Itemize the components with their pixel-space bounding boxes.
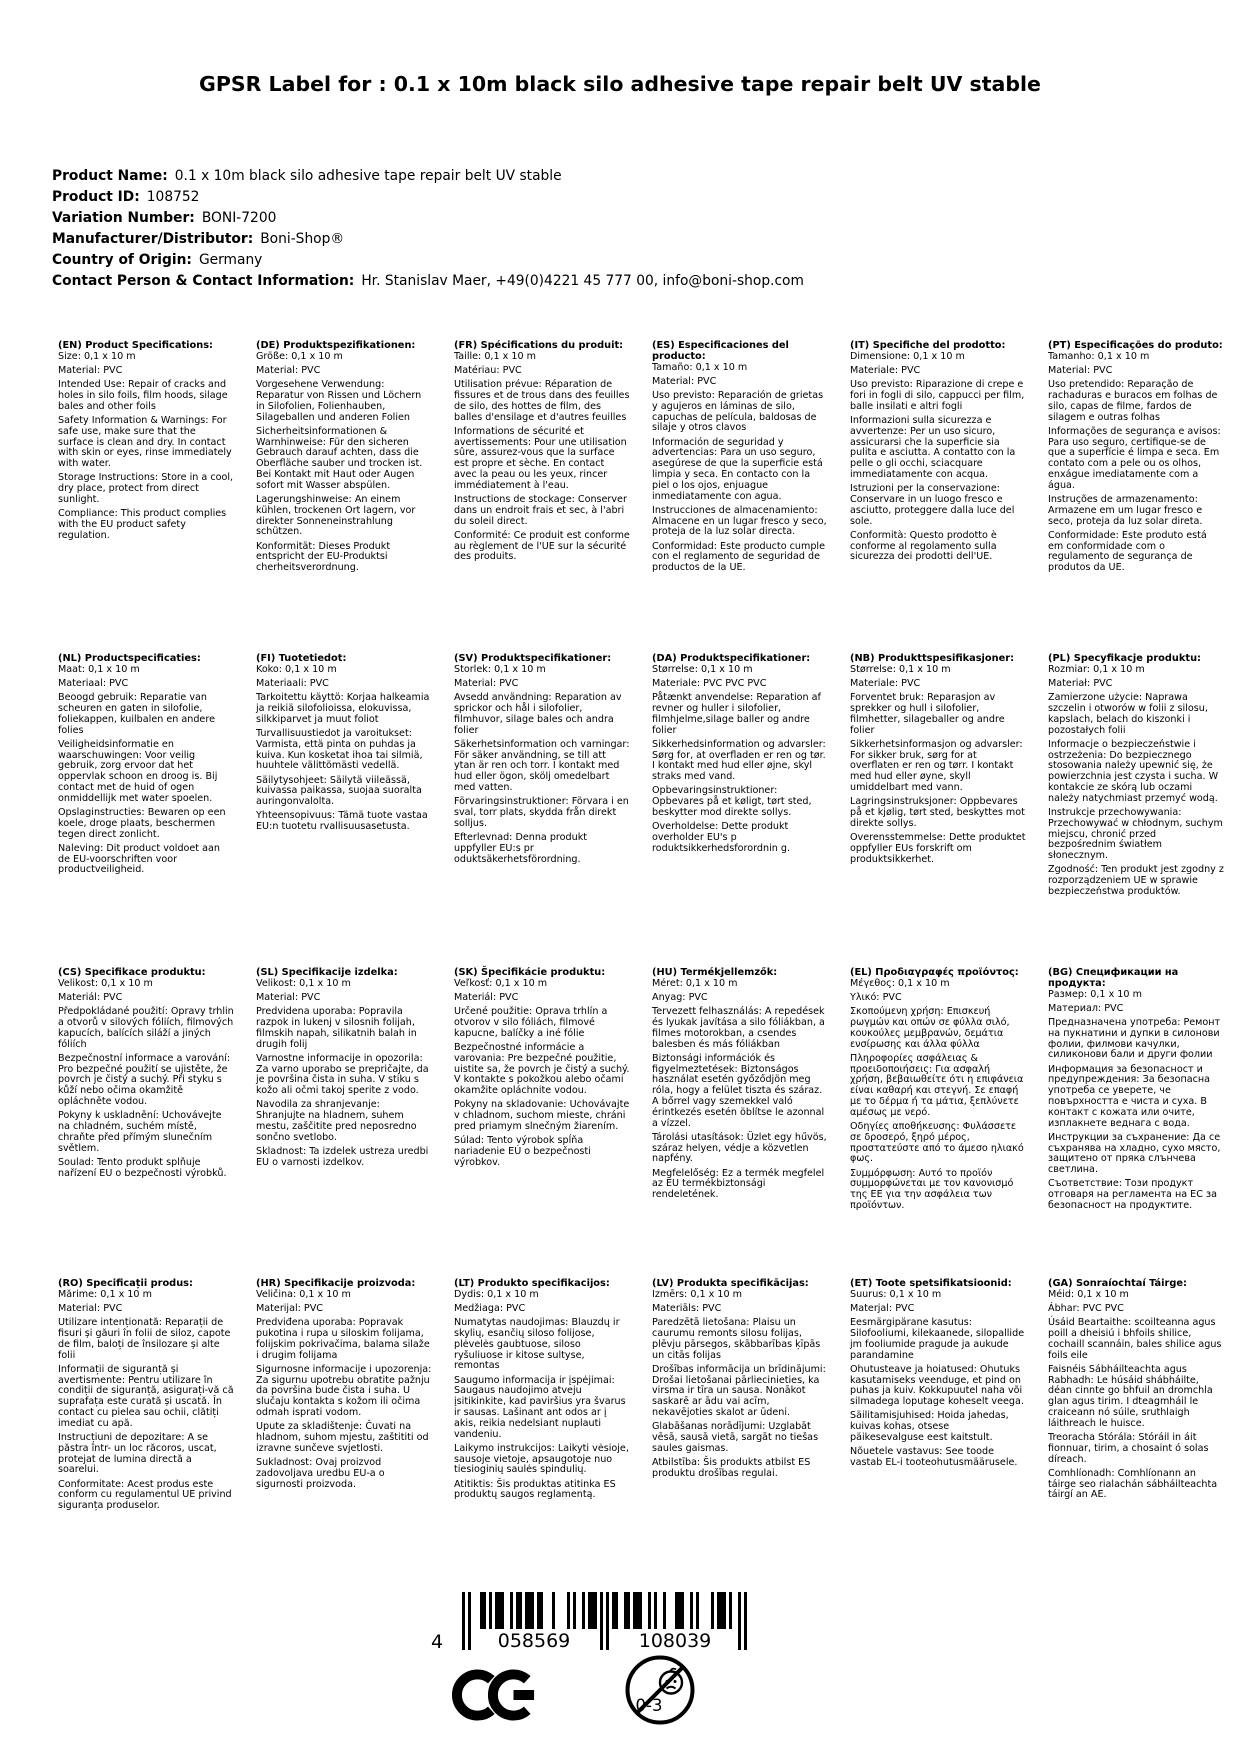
product-info-value: Boni-Shop® — [260, 230, 345, 247]
lang-block-paragraph: Material: PVC — [1048, 364, 1113, 376]
lang-block-paragraph: Informații de siguranță și avertismente: Pentru utilizare în condiții de siguranță, asigurați-vă că suprafața este curată și uscată. În contact cu pielea sau ochii, clătiți imediat cu apă. — [58, 1363, 234, 1429]
lang-block-heading: (ET) Toote spetsifikatsioonid: — [850, 1278, 1012, 1289]
lang-block-paragraph: Materiale: PVC PVC PVC — [652, 677, 767, 689]
barcode-group1: 058569 — [497, 1630, 571, 1652]
lang-block-paragraph: Предназначена употреба: Ремонт на пукнатини и дупки в силонови фолии, филмови качулки, силиконови бали и други фолии — [1048, 1016, 1221, 1061]
lang-block — [1048, 341, 1224, 654]
lang-block-heading: (EL) Προδιαγραφές προϊόντος: — [850, 967, 1019, 978]
lang-block-paragraph: Informazioni sulla sicurezza e avvertenze: Per un uso sicuro, assicurarsi che la superficie sia pulita e asciutta. A contatto con la pelle o gli occhi, sciacquare immediatamente con acqua. — [850, 414, 1016, 480]
product-info-row — [52, 166, 804, 187]
lang-block-paragraph: Material: PVC — [652, 375, 717, 387]
age-warning-label: 0-3 — [635, 1696, 663, 1715]
lang-block-paragraph: Utilizare intenționată: Reparații de fisuri și găuri în folii de siloz, capote de film, baloți de însilozare și alte folii — [58, 1317, 231, 1361]
lang-block-paragraph: Rozmiar: 0,1 x 10 m — [1048, 663, 1145, 675]
lang-block-paragraph: Konformität: Dieses Produkt entspricht der EU-Produktsi cherheitsverordnung. — [256, 540, 391, 574]
lang-block-paragraph: Säilytysohjeet: Säilytä viileässä, kuivassa paikassa, suojaa suoralta auringonvalolta. — [256, 774, 422, 808]
product-info-value: 0.1 x 10m black silo adhesive tape repair belt UV stable — [174, 168, 562, 184]
lang-block-paragraph: Sicherheitsinformationen & Warnhinweise: Für den sicheren Gebrauch darauf achten, dass die Oberfläche sauber und trocken ist. Bei Kontakt mit Haut oder Augen sofort mit Wasser abspülen. — [256, 425, 423, 491]
lang-block-paragraph: Informações de segurança e avisos: Para uso seguro, certifique-se de que a superfície é limpa e seca. Em contato com a pele ou os olhos, enxágue imediatamente com a água. — [1048, 425, 1221, 491]
lang-block-paragraph: Medžiaga: PVC — [454, 1302, 526, 1314]
lang-block-paragraph: Instructions de stockage: Conserver dans un endroit frais et sec, à l'abri du soleil direct. — [454, 493, 627, 527]
lang-block — [652, 1279, 828, 1512]
lang-block-paragraph: Velikost: 0,1 x 10 m — [256, 977, 351, 989]
lang-block-paragraph: Suurus: 0,1 x 10 m — [850, 1288, 942, 1300]
lang-block-heading: (GA) Sonraíochtaí Táirge: — [1048, 1278, 1187, 1289]
barcode-first-digit: 4 — [431, 1631, 444, 1653]
lang-block-paragraph: Material: PVC — [58, 1302, 123, 1314]
product-info-value: Hr. Stanislav Maer, +49(0)4221 45 777 00, info@boni-shop.com — [361, 272, 804, 289]
language-grid — [58, 341, 1224, 1512]
lang-block-paragraph: Opslaginstructies: Bewaren op een koele, droge plaats, beschermen tegen direct zonlicht. — [58, 806, 226, 840]
product-info-label: Country of Origin: — [52, 251, 192, 268]
lang-block — [652, 968, 828, 1279]
lang-block — [58, 968, 234, 1279]
lang-block-paragraph: Συμμόρφωση: Αυτό το προϊόν συμμορφώνεται με τον κανονισμό της ΕΕ για την ασφάλεια των προϊόντων. — [850, 1167, 1014, 1211]
lang-block-heading: (BG) Спецификации на продукта: — [1048, 967, 1179, 989]
lang-block-paragraph: Dimensione: 0,1 x 10 m — [850, 350, 965, 362]
lang-block-paragraph: Sikkerhedsinformation og advarsler: Sørg for, at overfladen er ren og tør. I kontakt med hud eller øjne, skyl straks med vand. — [652, 738, 826, 783]
ce-letter-c — [457, 1674, 491, 1715]
lang-block-paragraph: Veiligheidsinformatie en waarschuwingen: Voor veilig gebruik, zorg ervoor dat het oppervlak schoon en droog is. Bij contact met de huid of ogen onmiddellijk met water spoelen. — [58, 738, 218, 804]
product-info-label: Product Name: — [52, 168, 168, 184]
lang-block-paragraph: Taille: 0,1 x 10 m — [454, 350, 536, 362]
lang-block-paragraph: Avsedd användning: Reparation av sprickor och hål i silofolier, filmhuvor, silage bales och andra folier — [454, 692, 622, 736]
lang-block-paragraph: Tárolási utasítások: Üzlet egy hűvös, száraz helyen, védje a közvetlen napfény. — [652, 1131, 827, 1165]
lang-block — [58, 1279, 234, 1512]
lang-block-paragraph: Materiāls: PVC — [652, 1302, 722, 1314]
lang-block-paragraph: Mărime: 0,1 x 10 m — [58, 1288, 152, 1300]
lang-block-heading: (LV) Produkta specifikācijas: — [652, 1278, 809, 1289]
lang-block-paragraph: Lagringsinstruksjoner: Oppbevares på et kjølig, tørt sted, beskyttes mot direkte sollys. — [850, 796, 1025, 829]
lang-block-heading: (SL) Specifikacije izdelka: — [256, 967, 398, 978]
lang-block-paragraph: Materiaali: PVC — [256, 677, 329, 689]
lang-block-heading: (DE) Produktspezifikationen: — [256, 340, 416, 351]
product-info-label: Manufacturer/Distributor: — [52, 230, 254, 247]
lang-block-paragraph: Predviđena uporaba: Popravak pukotina i rupa u siloskim folijama, folijskim pokrivačima, balama silaže i drugim folijama — [256, 1317, 430, 1361]
product-info-label: Variation Number: — [52, 209, 195, 226]
lang-block-paragraph: Tamanho: 0,1 x 10 m — [1048, 350, 1150, 362]
lang-block-paragraph: Numatytas naudojimas: Blauzdų ir skylių, esančių siloso folijose, plėvelės gaubtuose, siloso ryšuliuose ir kitose sultyse, remontas — [454, 1317, 620, 1372]
lang-block-paragraph: Uso previsto: Riparazione di crepe e fori in fogli di silo, cappucci per film, balle insilati e altri fogli — [850, 379, 1025, 412]
lang-block-paragraph: Beoogd gebruik: Reparatie van scheuren en gaten in silofolie, foliekappen, kuilbalen en andere folies — [58, 692, 215, 736]
lang-block-paragraph: Atbilstība: Šis produkts atbilst ES produktu drošības regulai. — [652, 1456, 811, 1479]
lang-block-paragraph: Intended Use: Repair of cracks and holes in silo foils, film hoods, silage bales and other foils — [58, 379, 228, 412]
lang-block-heading: (LT) Produkto specifikacijos: — [454, 1278, 610, 1289]
lang-block-paragraph: Säilitamisjuhised: Hoida jahedas, kuivas kohas, otsese päikesevalguse eest kaitstult. — [850, 1410, 1009, 1443]
lang-block-paragraph: Размер: 0,1 x 10 m — [1048, 988, 1142, 1000]
lang-block-paragraph: Förvaringsinstruktioner: Förvara i en sval, torr plats, skydda från direkt solljus. — [454, 796, 629, 829]
lang-block-paragraph: Efterlevnad: Denna produkt uppfyller EU:s pr oduktsäkerhetsförordning. — [454, 831, 588, 865]
lang-block-paragraph: Paredzētā lietošana: Plaisu un caurumu remonts silosu folijas, plēvju pārsegos, skābbarības ķīpās un citās folijas — [652, 1317, 821, 1361]
product-info-row — [52, 229, 804, 250]
lang-block — [454, 654, 630, 968]
lang-block-paragraph: Materiaal: PVC — [58, 677, 129, 689]
lang-block-paragraph: Méid: 0,1 x 10 m — [1048, 1288, 1129, 1300]
lang-block-paragraph: Méret: 0,1 x 10 m — [652, 977, 738, 989]
lang-block — [256, 341, 432, 654]
lang-block-paragraph: Material: PVC — [256, 364, 321, 376]
lang-block — [256, 654, 432, 968]
lang-block-paragraph: Información de seguridad y advertencias: Para un uso seguro, asegúrese de que la superficie está limpia y seca. En contacto con la piel o los ojos, enjuague inmediatamente con agua. — [652, 436, 823, 502]
product-info-row — [52, 271, 804, 292]
lang-block-paragraph: Glabāšanas norādījumi: Uzglabāt vēsā, sausā vietā, sargāt no tiešas saules gaismas. — [652, 1421, 819, 1454]
product-info-value: Germany — [198, 251, 263, 268]
lang-block-paragraph: Overensstemmelse: Dette produktet oppfyller EUs forskrift om produktsikkerhet. — [850, 831, 1026, 865]
lang-block-paragraph: Atitiktis: Šis produktas atitinka ES produktų saugos reglamentą. — [454, 1478, 616, 1501]
lang-block — [58, 341, 234, 654]
lang-block-paragraph: Saugumo informacija ir įspėjimai: Saugaus naudojimo atveju įsitikinkite, kad paviršius yra švarus ir sausas. Lašinant ant odos ar į akis, reikia nedelsiant nuplauti vandeniu. — [454, 1374, 626, 1440]
lang-block — [652, 654, 828, 968]
lang-block-paragraph: Materiale: PVC — [850, 677, 921, 689]
lang-block-paragraph: Veličina: 0,1 x 10 m — [256, 1288, 351, 1300]
lang-block-paragraph: Uso previsto: Reparación de grietas y agujeros en láminas de silo, capuchas de película, baldosas de silaje y otros clavos — [652, 389, 824, 434]
lang-block-paragraph: Tamaño: 0,1 x 10 m — [652, 361, 748, 373]
lang-block-paragraph: Izmērs: 0,1 x 10 m — [652, 1288, 742, 1300]
lang-block-paragraph: Comhlíonadh: Comhlíonann an táirge seo rialachán sábháilteachta táirgí an AE. — [1048, 1467, 1218, 1501]
lang-block-paragraph: Инструкции за съхранение: Да се съхранява на хладно, сухо място, защитено от пряка слънчева светлина. — [1048, 1131, 1221, 1176]
lang-block-paragraph: Lagerungshinweise: An einem kühlen, trockenen Ort lagern, vor direkter Sonneneinstrahlung schützen. — [256, 493, 416, 538]
lang-block-paragraph: Vorgesehene Verwendung: Reparatur von Rissen und Löchern in Silofolien, Folienhauben, Silageballen und anderen Folien — [256, 379, 422, 423]
lang-block-paragraph: Størrelse: 0,1 x 10 m — [652, 663, 753, 675]
lang-block-paragraph: Biztonsági információk és figyelmeztetések: Biztonságos használat esetén győződjön meg róla, hogy a felület tiszta és száraz. A bőrrel vagy szemekkel való érintkezés esetén öblítse le azonnal a vízzel. — [652, 1052, 825, 1129]
lang-block-heading: (SV) Produktspecifikationer: — [454, 653, 612, 664]
lang-block-paragraph: Naleving: Dit product voldoet aan de EU-voorschriften voor productveiligheid. — [58, 842, 220, 876]
lang-block-heading: (FI) Tuotetiedot: — [256, 653, 347, 664]
lang-block-heading: (HU) Termékjellemzők: — [652, 967, 778, 978]
lang-block-paragraph: Materiale: PVC — [850, 364, 921, 376]
lang-block-paragraph: Předpokládané použití: Opravy trhlin a otvorů v silových fóliích, filmových kapucích, balících siláží a jiných fóliích — [58, 1006, 234, 1050]
lang-block-paragraph: Dydis: 0,1 x 10 m — [454, 1288, 539, 1300]
ce-mark-icon — [452, 1668, 540, 1722]
lang-block-paragraph: Bezpečnostní informace a varování: Pro bezpečné použití se ujistěte, že povrch je čistý a suchý. Při styku s kůží nebo očima okamžitě opláchněte vodou. — [58, 1052, 231, 1107]
lang-block — [454, 968, 630, 1279]
lang-block-paragraph: Zgodność: Ten produkt jest zgodny z rozporządzeniem UE w sprawie bezpieczeństwa produktów. — [1048, 864, 1224, 897]
lang-block-paragraph: Materiál: PVC — [58, 991, 123, 1003]
lang-block-heading: (CS) Specifikace produktu: — [58, 967, 206, 978]
product-info-value: 108752 — [146, 188, 200, 205]
page-title: GPSR Label for : 0.1 x 10m black silo adhesive tape repair belt UV stable — [199, 71, 1041, 96]
lang-block-paragraph: Storage Instructions: Store in a cool, dry place, protect from direct sunlight. — [58, 472, 234, 505]
lang-block-paragraph: Súlad: Tento výrobok spĺňa nariadenie EÚ o bezpečnosti výrobkov. — [454, 1135, 591, 1168]
lang-block-paragraph: Material: PVC — [256, 991, 321, 1003]
lang-block-paragraph: Sigurnosne informacije i upozorenja: Za sigurnu upotrebu obratite pažnju da površina bude čista i suha. U slučaju kontakta s kožom ili očima odmah isprati vodom. — [256, 1363, 432, 1418]
lang-block-paragraph: Conformitate: Acest produs este conform cu regulamentul UE privind siguranța produselor. — [58, 1478, 232, 1512]
lang-block-paragraph: Eesmärgipärane kasutus: Silofooliumi, kilekaanede, silopallide jm fooliumide pragude ja aukude parandamine — [850, 1317, 1025, 1361]
lang-block-paragraph: Určené použitie: Oprava trhlín a otvorov v silo fóliách, filmové kapucne, balíčky a iné fólie — [454, 1006, 608, 1039]
lang-block-paragraph: Υλικό: PVC — [850, 991, 902, 1003]
lang-block-paragraph: Compliance: This product complies with the EU product safety regulation. — [58, 508, 227, 541]
lang-block-paragraph: Instruções de armazenamento: Armazene em um lugar fresco e seco, proteja da luz solar direta. — [1048, 493, 1203, 527]
lang-block-paragraph: Storlek: 0,1 x 10 m — [454, 663, 546, 675]
lang-block-paragraph: Opbevaringsinstruktioner: Opbevares på et køligt, tørt sted, beskytter mod direkte sollys. — [652, 785, 812, 818]
lang-block-paragraph: Säkerhetsinformation och varningar: För säker användning, se till att ytan är ren och torr. I kontakt med hud eller ögon, skölj omedelbart med vatten. — [454, 738, 630, 793]
lang-block-paragraph: Zamierzone użycie: Naprawa szczelin i otworów w folii z silosu, kapslach, belach do kiszonki i pozostałych folii — [1048, 692, 1208, 736]
lang-block-paragraph: Instrucțiuni de depozitare: A se păstra într- un loc răcoros, uscat, protejat de lumina directă a soarelui. — [58, 1431, 217, 1476]
lang-block-heading: (NB) Produkttspesifikasjoner: — [850, 653, 1014, 664]
lang-block-heading: (PL) Specyfikacje produktu: — [1048, 653, 1201, 664]
lang-block-heading: (IT) Specifiche del prodotto: — [850, 340, 1006, 351]
lang-block-paragraph: Materiał: PVC — [1048, 677, 1113, 689]
lang-block-paragraph: Overholdelse: Dette produkt overholder EU's p roduktsikkerhedsforordnin g. — [652, 821, 791, 854]
lang-block-paragraph: Skladnost: Ta izdelek ustreza uredbi EU o varnosti izdelkov. — [256, 1145, 429, 1168]
lang-block-paragraph: Soulad: Tento produkt splňuje nařízení EU o bezpečnosti výrobků. — [58, 1156, 227, 1179]
lang-block-paragraph: Påtænkt anvendelse: Reparation af revner og huller i silofolier, filmhjelme,silage baller og andre folier — [652, 692, 821, 736]
lang-block — [256, 1279, 432, 1512]
lang-block-paragraph: Bezpečnostné informácie a varovania: Pre bezpečné použitie, uistite sa, že povrch je čistý a suchý. V kontakte s pokožkou alebo očami okamžite opláchnite vodou. — [454, 1041, 630, 1097]
product-info-row — [52, 187, 804, 208]
lang-block-heading: (HR) Specifikacije proizvoda: — [256, 1278, 416, 1289]
product-info-value: BONI-7200 — [201, 209, 277, 226]
lang-block-paragraph: Veľkosť: 0,1 x 10 m — [454, 977, 548, 989]
lang-block-paragraph: Ohutusteave ja hoiatused: Ohutuks kasutamiseks veenduge, et pind on puhas ja kuiv. Kokkupuutel naha või silmadega loputage koheselt veega. — [850, 1363, 1024, 1408]
lang-block-paragraph: Conformidade: Este produto está em conformidade com o regulamento de segurança de produtos da UE. — [1048, 529, 1207, 574]
lang-block-paragraph: Материал: PVC — [1048, 1002, 1124, 1014]
lang-block-paragraph: Οδηγίες αποθήκευσης: Φυλάσσετε σε δροσερό, ξηρό μέρος, προστατεύστε από το άμεσο ηλιακό φως. — [850, 1120, 1024, 1165]
lang-block — [652, 341, 828, 654]
lang-block-heading: (RO) Specificații produs: — [58, 1278, 193, 1289]
barcode-group2: 108039 — [638, 1630, 712, 1652]
lang-block — [1048, 1279, 1224, 1512]
lang-block — [1048, 968, 1224, 1279]
lang-block-paragraph: Pokyny na skladovanie: Uchovávajte v chladnom, suchom mieste, chráni pred priamym slnečným žiarením. — [454, 1099, 630, 1132]
lang-block — [1048, 654, 1224, 968]
lang-block-paragraph: Upute za skladištenje: Čuvati na hladnom, suhom mjestu, zaštititi od izravne sunčeve svjetlosti. — [256, 1421, 429, 1454]
lang-block — [850, 654, 1026, 968]
lang-block-paragraph: Nõuetele vastavus: See toode vastab EL-i tooteohutusmäärusele. — [850, 1446, 1018, 1468]
lang-block-paragraph: Størrelse: 0,1 x 10 m — [850, 663, 951, 675]
lang-block — [58, 654, 234, 968]
lang-block-paragraph: Matériau: PVC — [454, 364, 522, 376]
product-info-label: Contact Person & Contact Information: — [52, 272, 355, 289]
lang-block-paragraph: Laikymo instrukcijos: Laikyti vėsioje, sausoje vietoje, apsaugotoje nuo tiesioginių saulės spindulių. — [454, 1442, 629, 1476]
lang-block-heading: (PT) Especificações do produto: — [1048, 340, 1223, 351]
lang-block-heading: (SK) Špecifikácie produktu: — [454, 967, 606, 978]
lang-block — [850, 341, 1026, 654]
lang-block-paragraph: Navodila za shranjevanje: Shranjujte na hladnem, suhem mestu, zaščitite pred neposredno sončno svetlobo. — [256, 1099, 417, 1143]
lang-block-paragraph: Material: PVC — [454, 677, 519, 689]
lang-block-paragraph: Maat: 0,1 x 10 m — [58, 663, 140, 675]
lang-block-paragraph: Informations de sécurité et avertissements: Pour une utilisation sûre, assurez-vous que la surface est propre et sèche. En contact avec la peau ou les yeux, rincer immédiatement à l'eau. — [454, 425, 627, 491]
lang-block-paragraph: Materijal: PVC — [256, 1302, 323, 1314]
lang-block — [454, 341, 630, 654]
lang-block-paragraph: Instrucciones de almacenamiento: Almacene en un lugar fresco y seco, proteja de la luz solar directa. — [652, 504, 827, 538]
lang-block — [850, 968, 1026, 1279]
lang-block-paragraph: Informacje o bezpieczeństwie i ostrzeżenia: Do bezpiecznego stosowania należy upewnić się, że powierzchnia jest czysta i sucha. W kontakcie ze skórą lub oczami należy natychmiast przemyć wodą. — [1048, 738, 1219, 804]
lang-block-paragraph: Varnostne informacije in opozorila: Za varno uporabo se prepričajte, da je površina čista in suha. V stiku s kožo ali očmi takoj sperite z vodo. — [256, 1052, 429, 1097]
lang-block-paragraph: Treoracha Stórála: Stóráil in áit fionnuar, tirim, a chosaint ó solas díreach. — [1048, 1431, 1209, 1465]
ean-barcode-icon — [462, 1592, 747, 1654]
lang-block-paragraph: Úsáid Beartaithe: scoilteanna agus poill a dheisiú i bhfoils shilice, cochaill scannáin, bales shilice agus foils eile — [1048, 1317, 1222, 1361]
lang-block-paragraph: Tarkoitettu käyttö: Korjaa halkeamia ja reikiä silofolioissa, elokuvissa, silkkiparvet ja muut foliot — [256, 692, 430, 725]
lang-block-paragraph: Tervezett felhasználás: A repedések és lyukak javítása a silo fóliákban, a filmes motorokban, a csendes balesben és más fóliákban — [652, 1006, 825, 1050]
lang-block-paragraph: Conformità: Questo prodotto è conforme al regolamento sulla sicurezza dei prodotti dell'UE. — [850, 529, 997, 563]
lang-block-paragraph: Yhteensopivuus: Tämä tuote vastaa EU:n tuotetu rvallisuusasetusta. — [256, 810, 428, 833]
lang-block-paragraph: Istruzioni per la conservazione: Conservare in un luogo fresco e asciutto, proteggere dalla luce del sole. — [850, 483, 1015, 527]
lang-block-paragraph: Predvidena uporaba: Popravila razpok in lukenj v silosnih folijah, filmskih napah, silikatnih balah in drugih folij — [256, 1006, 417, 1050]
lang-block-paragraph: Utilisation prévue: Réparation de fissures et de trous dans des feuilles de silo, des hottes de film, des balles d'ensilage et d'autres feuilles — [454, 379, 630, 423]
lang-block-paragraph: Materjal: PVC — [850, 1302, 915, 1314]
lang-block — [850, 1279, 1026, 1512]
lang-block-paragraph: Safety Information & Warnings: For safe use, make sure that the surface is clean and dry. In contact with skin or eyes, rinse immediately with water. — [58, 414, 232, 470]
lang-block-paragraph: Material: PVC — [58, 364, 123, 376]
lang-block-paragraph: Sukladnost: Ovaj proizvod zadovoljava uredbu EU-a o sigurnosti proizvoda. — [256, 1456, 385, 1490]
lang-block-paragraph: Pokyny k uskladnění: Uchovávejte na chladném, suchém místě, chraňte před přímým slunečním světlem. — [58, 1110, 222, 1154]
lang-block-paragraph: Anyag: PVC — [652, 991, 708, 1003]
lang-block-heading: (FR) Spécifications du produit: — [454, 340, 624, 351]
lang-block-heading: (ES) Especificaciones del producto: — [652, 340, 789, 362]
lang-block-paragraph: Turvallisuustiedot ja varoitukset: Varmista, että pinta on puhdas ja kuiva. Kun kosketat ihoa tai silmiä, huuhtele välittömästi vedellä. — [256, 727, 423, 772]
lang-block-paragraph: Съответствие: Този продукт отговаря на регламента на ЕС за безопасност на продуктите. — [1048, 1178, 1217, 1211]
lang-block-paragraph: Conformidad: Este producto cumple con el reglamento de seguridad de productos de la UE. — [652, 540, 825, 574]
lang-block — [454, 1279, 630, 1512]
product-info-label: Product ID: — [52, 188, 140, 205]
lang-block-paragraph: Materiál: PVC — [454, 991, 519, 1003]
lang-block — [256, 968, 432, 1279]
age-warning-icon — [624, 1654, 696, 1726]
product-info-row — [52, 208, 804, 229]
lang-block-paragraph: Velikost: 0,1 x 10 m — [58, 977, 153, 989]
product-info-row — [52, 250, 804, 271]
lang-block-heading: (EN) Product Specifications: — [58, 340, 213, 351]
lang-block-paragraph: Информация за безопасност и предупреждения: За безопасна употреба се уверете, че повърхността е чиста и суха. В контакт с кожата или очите, изплакнете веднага с вода. — [1048, 1063, 1211, 1129]
lang-block-paragraph: Sikkerhetsinformasjon og advarsler: For sikker bruk, sørg for at overflaten er ren og tørr. I kontakt med hud eller øyne, skyll umiddelbart med vann. — [850, 738, 1023, 793]
lang-block-paragraph: Μέγεθος: 0,1 x 10 m — [850, 977, 950, 989]
lang-block-paragraph: Drošības informācija un brīdinājumi: Drošai lietošanai pārliecinieties, ka virsma ir tīra un sausa. Nonākot saskarē ar ādu vai acīm, nekavējoties skalot ar ūdeni. — [652, 1363, 826, 1418]
lang-block-paragraph: Πληροφορίες ασφάλειας & προειδοποιήσεις: Για ασφαλή χρήση, βεβαιωθείτε ότι η επιφάνεια είναι καθαρή και στεγνή. Σε επαφή με το δέρμα ή τα μάτια, ξεπλύνετε αμέσως με νερό. — [850, 1052, 1024, 1118]
lang-block-heading: (NL) Productspecificaties: — [58, 653, 201, 664]
lang-block-paragraph: Instrukcje przechowywania: Przechowywać w chłodnym, suchym miejscu, chronić przed bezpośrednim światłem słonecznym. — [1048, 806, 1223, 862]
product-info — [52, 166, 804, 291]
lang-block-paragraph: Forventet bruk: Reparasjon av sprekker og hull i silofolier, filmhetter, silageballer og andre folier — [850, 692, 1005, 736]
lang-block-paragraph: Size: 0,1 x 10 m — [58, 350, 136, 362]
lang-block-paragraph: Faisnéis Sábháilteachta agus Rabhadh: Le húsáid shábháilte, déan cinnte go bhfuil an dromchla glan agus tirim. I dteagmháil le craiceann nó súile, sruthlaigh láithreach le huisce. — [1048, 1363, 1213, 1429]
lang-block-heading: (DA) Produktspecifikationer: — [652, 653, 811, 664]
lang-block-paragraph: Megfelelőség: Ez a termék megfelel az EU termékbiztonsági rendeletének. — [652, 1167, 825, 1201]
lang-block-paragraph: Ábhar: PVC PVC — [1048, 1302, 1124, 1314]
lang-block-paragraph: Conformité: Ce produit est conforme au règlement de l'UE sur la sécurité des produits. — [454, 529, 630, 563]
lang-block-paragraph: Größe: 0,1 x 10 m — [256, 350, 343, 362]
lang-block-paragraph: Uso pretendido: Reparação de rachaduras e buracos em folhas de silo, capas de filme, fardos de silagem e outras folhas — [1048, 379, 1218, 423]
lang-block-paragraph: Σκοπούμενη χρήση: Επισκευή ρωγμών και οπών σε φύλλα σιλό, κουκούλες μεμβρανών, δεμάτια ενσίρωσης και άλλα φύλλα — [850, 1006, 1010, 1050]
lang-block-paragraph: Koko: 0,1 x 10 m — [256, 663, 337, 675]
